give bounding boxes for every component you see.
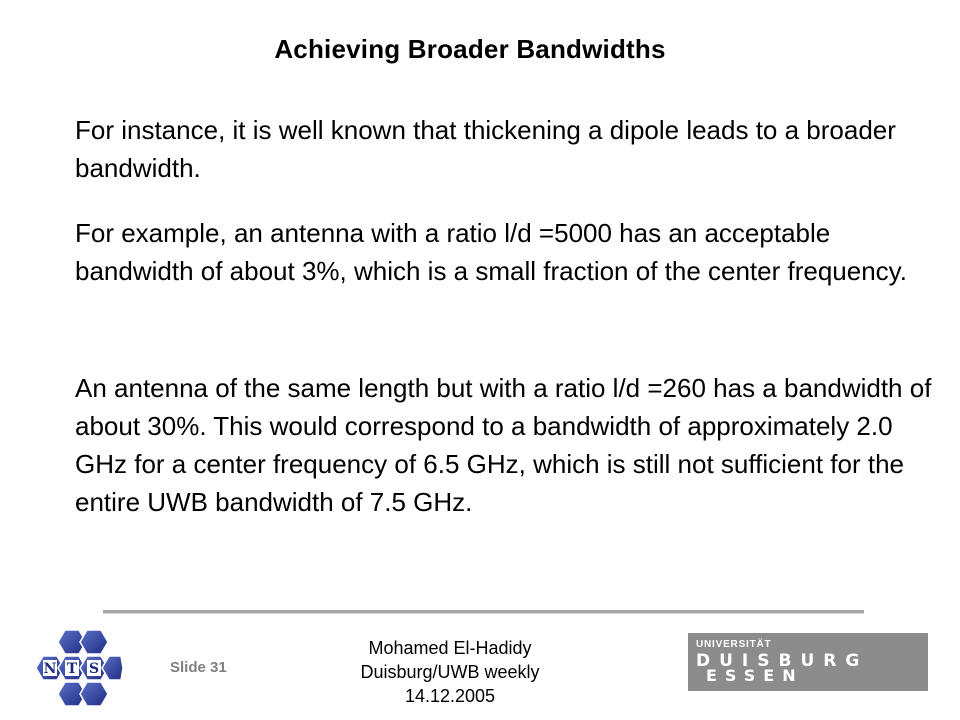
nts-letter-s: S (88, 661, 100, 677)
paragraph-ratio-5000: For example, an antenna with a ratio l/d =5000 has an acceptable bandwidth of about 3%, which is a small fraction of the center frequency. (75, 218, 907, 286)
nts-logo-icon (35, 628, 123, 710)
footer-info (300, 636, 600, 708)
nts-letter-n: N (43, 661, 57, 677)
nts-letter-t: T (66, 661, 78, 677)
university-logo-line1: UNIVERSITÄT (696, 639, 772, 650)
paragraph-ratio-260: An antenna of the same length but with a ratio l/d =260 has a bandwidth of about 30%. This would correspond to a bandwidth of approximately 2.0 GHz for a center frequency of 6.5 GHz, which is still not sufficient for the entire UWB bandwidth of 7.5 GHz. (75, 373, 932, 517)
footer-date: 14.12.2005 (404, 686, 496, 706)
footer-divider (103, 610, 864, 614)
footer-meeting: Duisburg/UWB weekly (360, 662, 540, 682)
university-logo-line3: ESSEN (706, 666, 804, 685)
university-logo-line2: DUISBURG (696, 651, 869, 671)
slide-title: Achieving Broader Bandwidths (274, 34, 666, 64)
slide-number: Slide 31 (170, 659, 227, 676)
university-logo (688, 633, 928, 691)
footer-author: Mohamed El-Hadidy (368, 638, 532, 658)
paragraph-thickening-dipole: For instance, it is well known that thickening a dipole leads to a broader bandwidth. (75, 115, 896, 183)
